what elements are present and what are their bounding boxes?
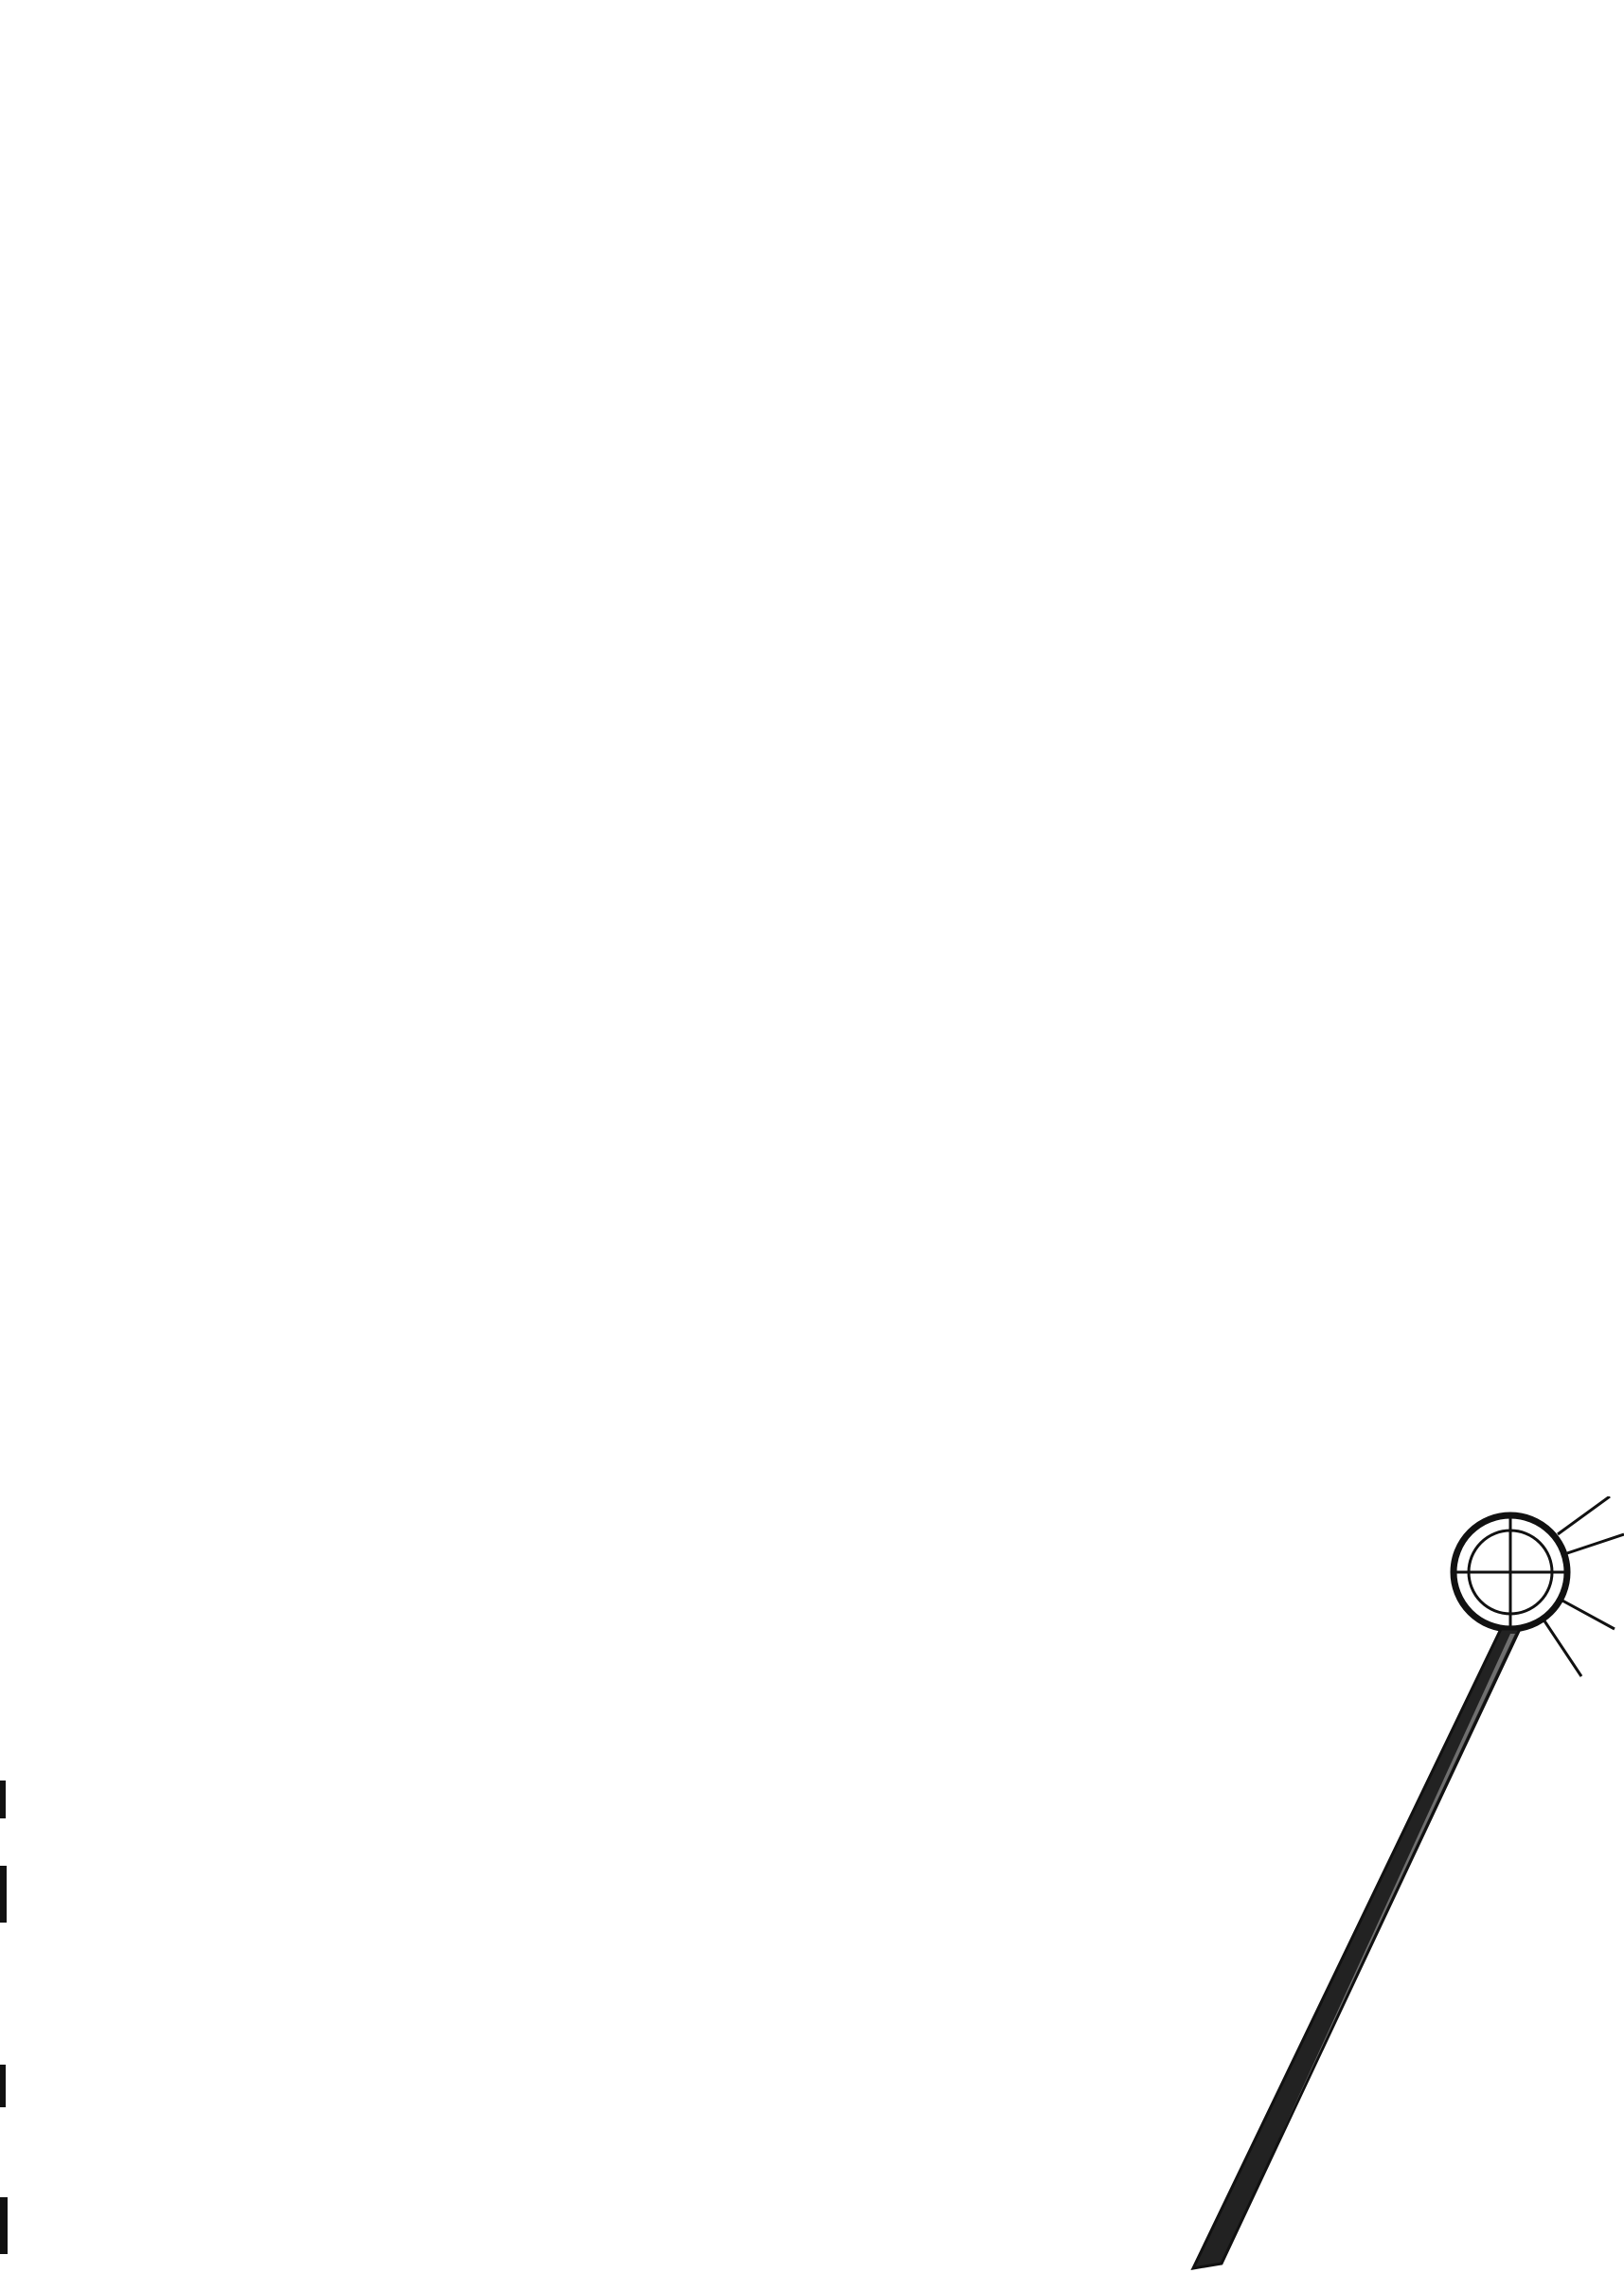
page-number (701, 2183, 919, 2221)
text-block-lower (173, 1513, 1245, 2139)
text-block-middle (180, 816, 1501, 1489)
left-edge-mark (0, 1781, 9, 2273)
chain-border-right (1506, 57, 1572, 1534)
chain-border-top (0, 21, 1269, 59)
text-block-upper (180, 112, 1501, 775)
